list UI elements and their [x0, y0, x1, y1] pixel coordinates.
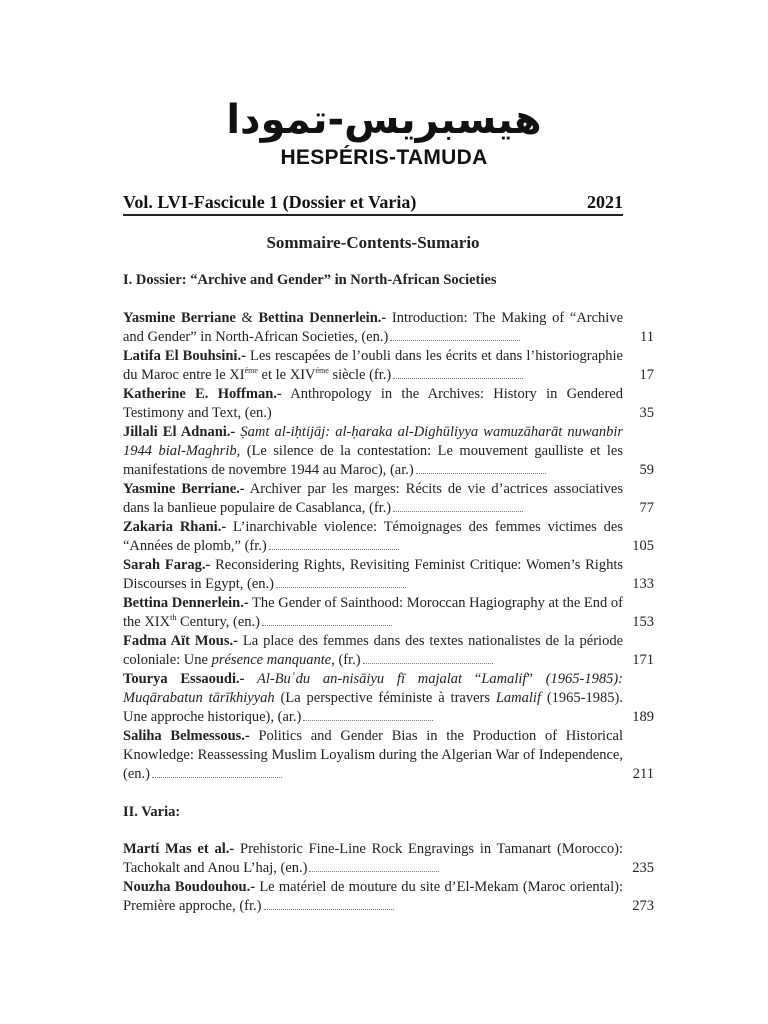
entry-author: Tourya Essaoudi.-	[123, 671, 245, 687]
dot-leader	[303, 719, 433, 721]
entry-author: Fadma Aït Mous.-	[123, 633, 238, 649]
entry-title: “	[462, 671, 482, 687]
toc-entry[interactable]	[123, 385, 654, 423]
entry-page-number: 235	[632, 860, 654, 876]
entry-title: Le matériel de mouture du site d’El-Mekam (Maroc oriental): Première approche, (fr.)	[123, 879, 623, 914]
entry-title: siècle (fr.)	[328, 367, 392, 383]
toc-entry[interactable]	[123, 727, 654, 784]
entry-author: Nouzha Boudouhou.-	[123, 879, 256, 895]
entry-joiner: &	[235, 310, 259, 326]
entry-page-number: 189	[632, 709, 654, 725]
entry-title: (La perspective féministe à travers	[274, 690, 496, 706]
volume-year: 2021	[587, 192, 623, 212]
dot-leader	[309, 870, 439, 872]
entry-page-number: 77	[639, 500, 654, 516]
entry-page-number: 35	[639, 405, 654, 421]
entry-title: (Le silence de la contestation: Le mouvement gaulliste et les manifestations de novembre 1944 au Maroc), (ar.)	[123, 443, 623, 478]
entry-author: Zakaria Rhani.-	[123, 519, 227, 535]
volume-label: Vol. LVI-Fascicule 1 (Dossier et Varia)	[123, 192, 417, 212]
dot-leader	[416, 472, 546, 474]
entry-page-number: 133	[632, 576, 654, 592]
entry-author: Jillali El Adnani.-	[123, 424, 236, 440]
toc-entry[interactable]	[123, 518, 654, 556]
entry-title: La place des femmes dans des textes nationalistes de la période coloniale: Une	[123, 633, 624, 668]
entry-title-italic: présence manquante	[211, 652, 332, 668]
entry-title: Anthropology in the Archives: History in Gendered Testimony and Text, (en.)	[123, 386, 623, 421]
volume-header	[123, 191, 623, 213]
entry-title: (1965-1985). Une approche historique), (ar.)	[123, 690, 623, 725]
header-rule	[123, 214, 623, 216]
entry-page-number: 105	[632, 538, 654, 554]
entry-author: Latifa El Bouhsini.-	[123, 348, 246, 364]
entry-title: The Gender of Sainthood: Moroccan Hagiography at the End of the XIX	[123, 595, 623, 630]
entry-author: Sarah Farag.-	[123, 557, 211, 573]
superscript: th	[170, 613, 177, 623]
dot-leader	[262, 624, 392, 626]
dot-leader	[393, 377, 523, 379]
contents-heading: Sommaire-Contents-Sumario	[266, 233, 480, 252]
varia-section-heading: II. Varia:	[123, 804, 181, 820]
dot-leader	[276, 586, 406, 588]
entry-page-number: 153	[632, 614, 654, 630]
dot-leader	[152, 776, 282, 778]
entry-author: Bettina Dennerlein.-	[258, 310, 387, 326]
entry-title: et le XIV	[257, 367, 316, 383]
entry-page-number: 59	[639, 462, 654, 478]
toc-entry[interactable]	[123, 632, 654, 670]
entry-title-italic: Al-Buʿdu an-nisāiyu fī majalat	[244, 671, 463, 687]
toc-entry[interactable]	[123, 423, 654, 480]
toc-entry[interactable]	[123, 347, 654, 385]
entry-page-number: 211	[632, 766, 654, 782]
entry-title: L’inarchivable violence: Témoignages des femmes victimes des “Années de plomb,” (fr.)	[123, 519, 623, 554]
dot-leader	[363, 662, 493, 664]
toc-entry[interactable]	[123, 840, 654, 878]
dot-leader	[390, 339, 520, 341]
entry-title-italic: Ṣamt al-iḥtijāj: al-ḥaraka al-Dighūliyya wamuzāharāt nuwanbir 1944 bial-Maghrib,	[123, 424, 623, 459]
dossier-section-heading: I. Dossier: “Archive and Gender” in North-African Societies	[123, 272, 497, 288]
entry-author: Martí Mas et al.-	[123, 841, 235, 857]
varia-entry-list	[123, 840, 654, 916]
entry-page-number: 273	[632, 898, 654, 914]
entry-title-italic: Lamalif	[481, 671, 527, 687]
entry-page-number: 11	[640, 329, 654, 345]
toc-entry[interactable]	[123, 670, 654, 727]
entry-page-number: 171	[632, 652, 654, 668]
entry-title: ”	[526, 671, 546, 687]
toc-entry[interactable]	[123, 594, 654, 632]
dot-leader	[269, 548, 399, 550]
entry-title: Prehistoric Fine-Line Rock Engravings in Tamanart (Morocco): Tachokalt and Anou L’haj, (en.)	[123, 841, 624, 876]
superscript: éme	[315, 366, 329, 376]
entry-title: Politics and Gender Bias in the Production of Historical Knowledge: Reassessing Muslim Loyalism during the Algerian War of Independence, (en.)	[123, 728, 623, 782]
entry-author: Katherine E. Hoffman.-	[123, 386, 282, 402]
toc-entry[interactable]	[123, 480, 654, 518]
dot-leader	[264, 908, 394, 910]
toc-entry[interactable]	[123, 878, 654, 916]
entry-author: Yasmine Berriane.-	[123, 481, 245, 497]
entry-author: Saliha Belmessous.-	[123, 728, 250, 744]
entry-title: Reconsidering Rights, Revisiting Feminist Critique: Women’s Rights Discourses in Egypt, (en.)	[123, 557, 623, 592]
entry-title: Archiver par les marges: Récits de vie d’actrices associatives dans la banlieue populaire de Casablanca, (fr.)	[123, 481, 623, 516]
journal-title: HESPÉRIS-TAMUDA	[280, 146, 488, 169]
entry-title-italic: Lamalif	[495, 690, 541, 706]
toc-entry[interactable]	[123, 556, 654, 594]
arabic-journal-title: هيسبريس-تمودا	[226, 97, 542, 143]
entry-author: Yasmine Berriane	[123, 310, 236, 326]
entry-page-number: 17	[639, 367, 654, 383]
dossier-entry-list	[123, 309, 654, 784]
entry-title: Introduction: The Making of “Archive and Gender” in North-African Societies, (en.)	[123, 310, 624, 345]
entry-title: Century, (en.)	[176, 614, 260, 630]
superscript: éme	[244, 366, 258, 376]
entry-title: Les rescapées de l’oubli dans les écrits et dans l’historiographie du Maroc entre le XI	[123, 348, 623, 383]
toc-entry[interactable]	[123, 309, 654, 347]
entry-title: , (fr.)	[331, 652, 361, 668]
dot-leader	[393, 510, 523, 512]
entry-title-italic: (1965-1985): Muqārabatun tārīkhiyyah	[123, 671, 624, 706]
entry-author: Bettina Dennerlein.-	[123, 595, 249, 611]
